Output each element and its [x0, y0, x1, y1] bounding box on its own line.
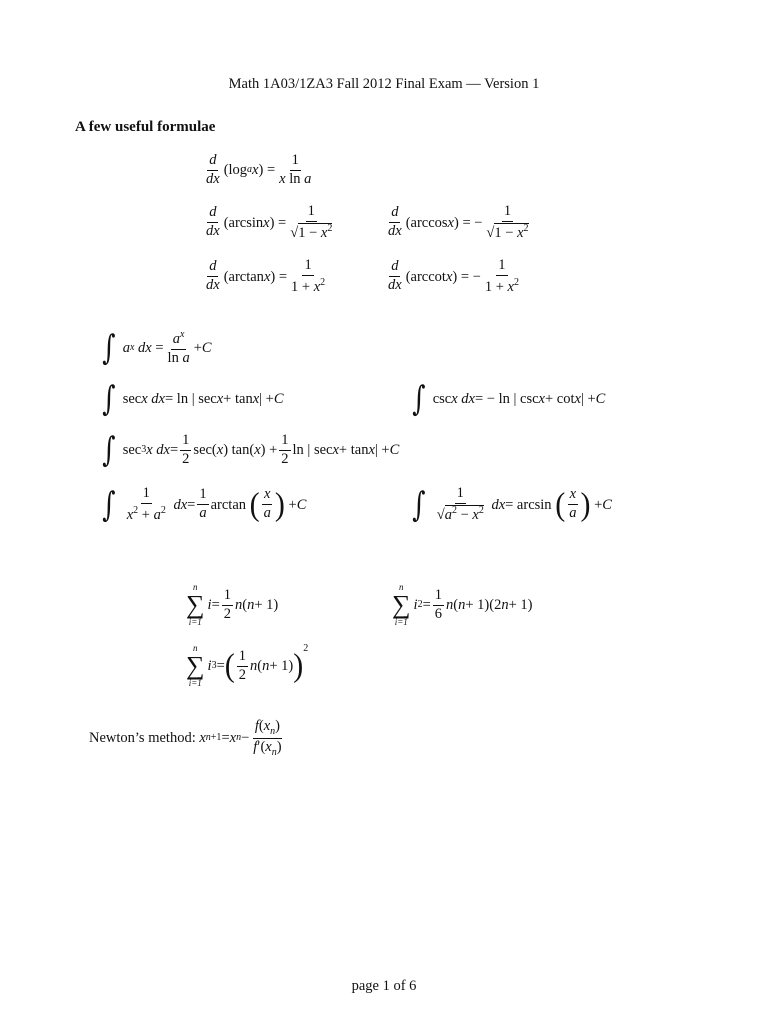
exam-header: Math 1A03/1ZA3 Fall 2012 Final Exam — Version 1	[228, 76, 540, 92]
section-heading: A few useful formulae	[75, 119, 216, 135]
formula-sum-i: n ∑ i=1 i = 1 2 n ( n + 1)	[186, 582, 279, 627]
page-number: page 1 of 6	[351, 978, 417, 994]
formula-deriv-arccos: d dx (arccos x ) = − 1 $√1 - x^2$	[388, 203, 529, 241]
formula-int-sec: ∫ sec x dx = ln | sec x + tan x | + C	[102, 379, 284, 419]
formula-newton: Newton’s method: x n+1 = x n − $f(x_n)$ $f'(x_n)$	[89, 718, 282, 758]
formula-deriv-arctan: d dx (arctan x ) = 1 $1 + x^2$	[206, 257, 326, 295]
formula-deriv-arccot: d dx (arccot x ) = − 1 $1 + x^2$	[388, 257, 519, 295]
formula-sum-i2: n ∑ i=1 i 2 = 1 6 n ( n + 1)(2 n + 1)	[392, 582, 533, 627]
formula-int-sec3: ∫ sec 3 x dx = 1 2 sec( x ) tan( x ) + 1 2 ln | sec x + tan x | + C	[102, 430, 400, 471]
formula-int-csc: ∫ csc x dx = − ln | csc x + cot x | + C	[412, 379, 606, 419]
formula-deriv-log: d dx (log a x ) = 1 x ln a	[206, 152, 312, 187]
formula-int-ax: ∫ a x dx = $a^x$ ln a + C	[102, 327, 212, 368]
formula-deriv-arcsin: d dx (arcsin x ) = 1 $√1 - x^2$	[206, 203, 333, 241]
newton-label: Newton’s method:	[89, 730, 196, 747]
formula-int-arctan: ∫ 1 $x^2 + a^2$ dx = 1 a arctan ( x a ) + C	[102, 484, 307, 525]
formula-int-arcsin: ∫ 1 $√a^2 - x^2$ dx = arcsin ( x a ) + C	[412, 484, 612, 525]
formula-sum-i3: n ∑ i=1 i 3 = ( 1 2 n ( n + 1) ) $^2$	[186, 643, 309, 688]
